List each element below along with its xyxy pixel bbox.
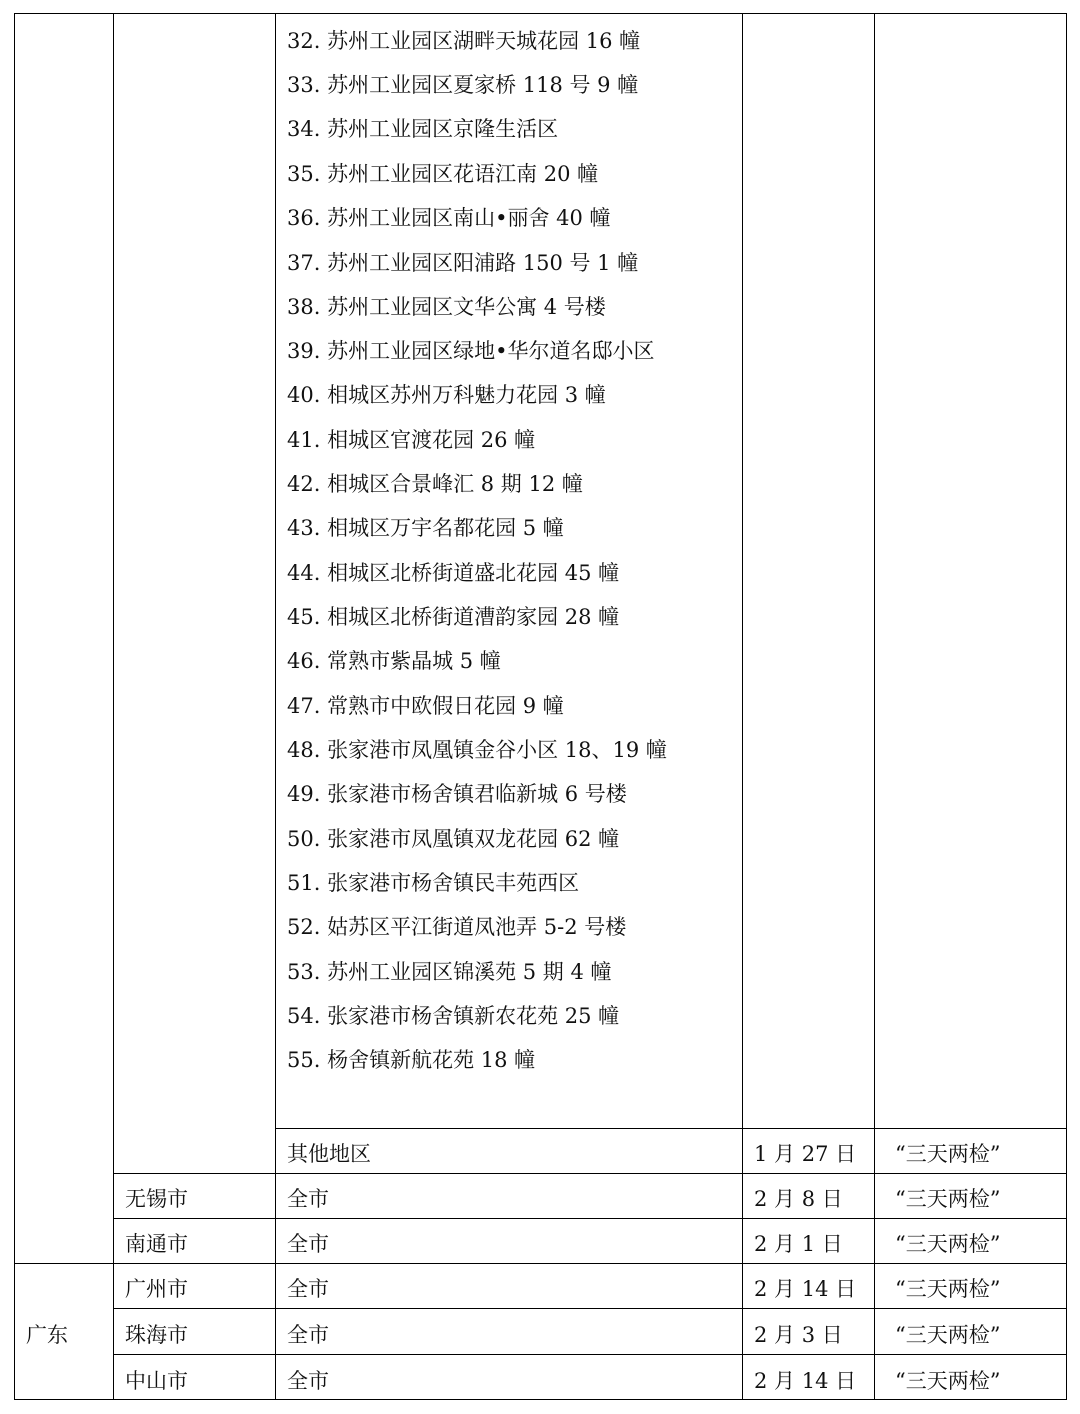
date-cell: 2 月 3 日 [754, 1323, 843, 1347]
list-item: 50. 张家港市凤凰镇双龙花园 62 幢 [287, 827, 620, 851]
city-cell: 广州市 [125, 1277, 188, 1301]
list-item: 34. 苏州工业园区京隆生活区 [287, 117, 559, 141]
row-sep-guangdong [14, 1263, 1067, 1264]
list-item: 43. 相城区万宇名都花园 5 幢 [287, 516, 564, 540]
requirement-cell: “三天两检” [895, 1232, 1001, 1256]
list-item: 51. 张家港市杨舍镇民丰苑西区 [287, 871, 580, 895]
col-sep-1 [113, 13, 114, 1400]
list-item: 36. 苏州工业园区南山•丽舍 40 幢 [287, 206, 611, 230]
list-item: 45. 相城区北桥街道漕韵家园 28 幢 [287, 605, 620, 629]
city-cell: 中山市 [125, 1369, 188, 1393]
requirement-cell: “三天两检” [895, 1277, 1001, 1301]
list-item: 39. 苏州工业园区绿地•华尔道名邸小区 [287, 339, 655, 363]
area-cell: 全市 [287, 1277, 329, 1301]
border-bottom [14, 1399, 1067, 1400]
list-item: 32. 苏州工业园区湖畔天城花园 16 幢 [287, 29, 641, 53]
list-item: 37. 苏州工业园区阳浦路 150 号 1 幢 [287, 251, 639, 275]
city-cell: 无锡市 [125, 1187, 188, 1211]
requirement-cell: “三天两检” [895, 1323, 1001, 1347]
date-cell: 2 月 14 日 [754, 1369, 857, 1393]
list-item: 44. 相城区北桥街道盛北花园 45 幢 [287, 561, 620, 585]
list-item: 48. 张家港市凤凰镇金谷小区 18、19 幢 [287, 738, 667, 762]
province-cell-guangdong: 广东 [26, 1323, 68, 1347]
list-item: 49. 张家港市杨舍镇君临新城 6 号楼 [287, 782, 627, 806]
area-cell: 全市 [287, 1232, 329, 1256]
col-sep-3 [742, 13, 743, 1400]
row-sep-wuxi [113, 1173, 1067, 1174]
area-cell: 全市 [287, 1323, 329, 1347]
list-item: 55. 杨舍镇新航花苑 18 幢 [287, 1048, 536, 1072]
date-cell: 2 月 1 日 [754, 1232, 843, 1256]
date-cell: 2 月 14 日 [754, 1277, 857, 1301]
requirement-cell: “三天两检” [895, 1142, 1001, 1166]
list-item: 38. 苏州工业园区文华公寓 4 号楼 [287, 295, 606, 319]
city-cell: 珠海市 [125, 1323, 188, 1347]
area-cell: 全市 [287, 1187, 329, 1211]
area-cell: 全市 [287, 1369, 329, 1393]
requirement-cell: “三天两检” [895, 1187, 1001, 1211]
requirement-cell: “三天两检” [895, 1369, 1001, 1393]
border-left [14, 13, 15, 1400]
row-sep-other [275, 1128, 1067, 1129]
border-top [14, 13, 1067, 14]
list-item: 46. 常熟市紫晶城 5 幢 [287, 649, 501, 673]
row-sep-zhongshan [113, 1354, 1067, 1355]
list-item: 33. 苏州工业园区夏家桥 118 号 9 幢 [287, 73, 639, 97]
list-item: 53. 苏州工业园区锦溪苑 5 期 4 幢 [287, 960, 612, 984]
row-sep-nantong [113, 1218, 1067, 1219]
list-item: 40. 相城区苏州万科魅力花园 3 幢 [287, 383, 606, 407]
date-cell: 1 月 27 日 [754, 1142, 857, 1166]
city-cell: 南通市 [125, 1232, 188, 1256]
date-cell: 2 月 8 日 [754, 1187, 843, 1211]
row-sep-zhuhai [113, 1308, 1067, 1309]
area-cell: 其他地区 [287, 1142, 371, 1166]
list-item: 52. 姑苏区平江街道凤池弄 5-2 号楼 [287, 915, 627, 939]
col-sep-4 [874, 13, 875, 1400]
col-sep-2 [275, 13, 276, 1400]
list-item: 54. 张家港市杨舍镇新农花苑 25 幢 [287, 1004, 620, 1028]
list-item: 35. 苏州工业园区花语江南 20 幢 [287, 162, 599, 186]
list-item: 41. 相城区官渡花园 26 幢 [287, 428, 536, 452]
border-right [1066, 13, 1067, 1400]
list-item: 42. 相城区合景峰汇 8 期 12 幢 [287, 472, 583, 496]
list-item: 47. 常熟市中欧假日花园 9 幢 [287, 694, 564, 718]
